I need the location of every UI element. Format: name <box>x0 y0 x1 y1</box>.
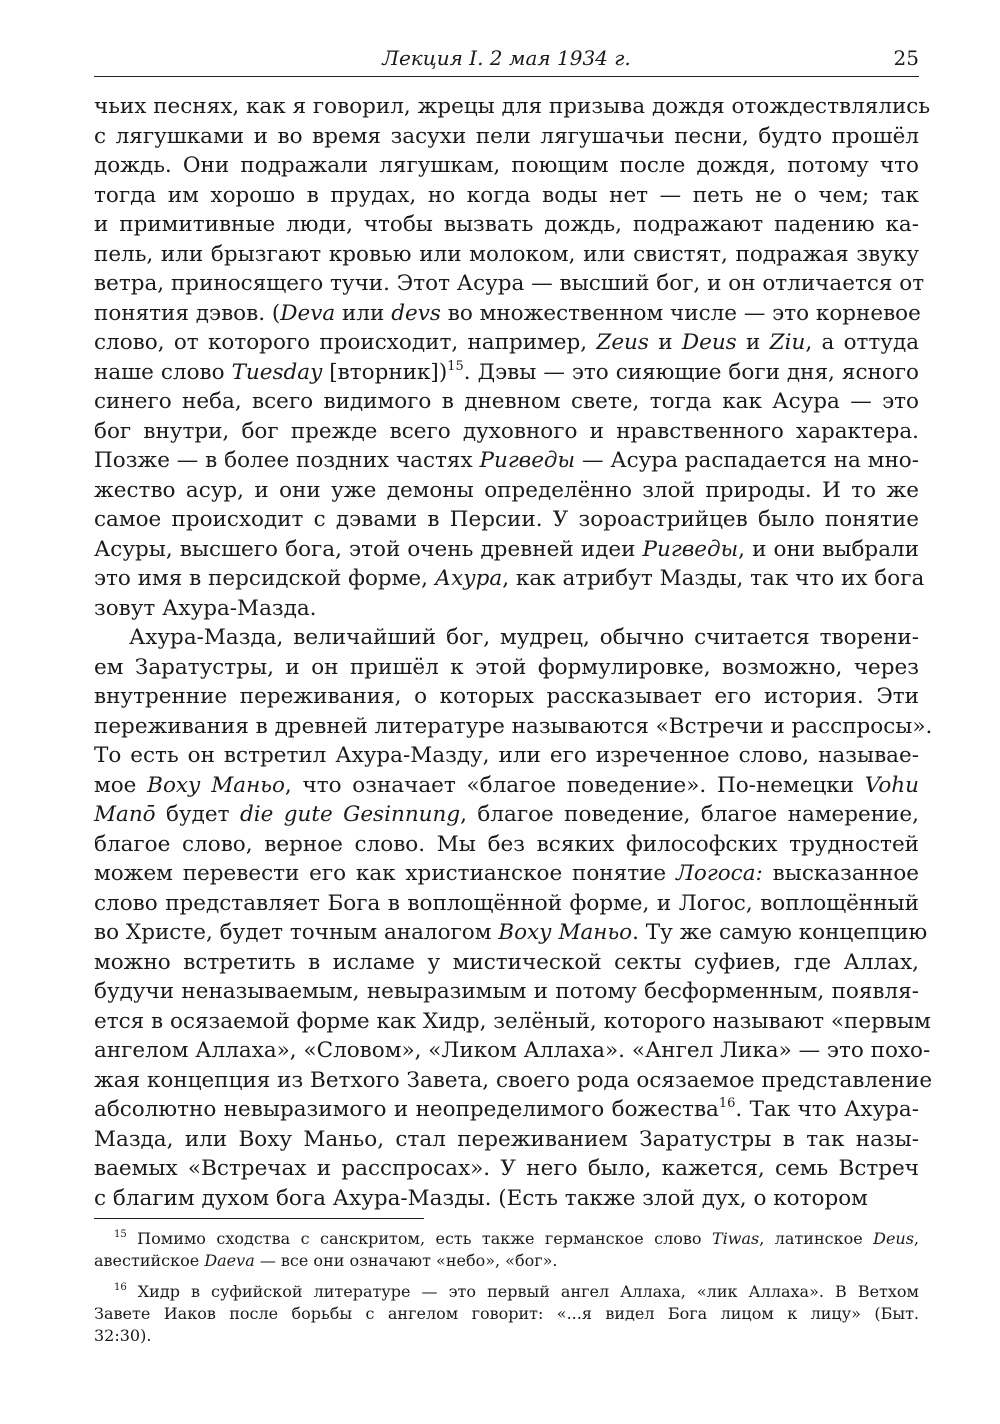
text-line: ется в осязаемой форме как Хидр, зелёный, которого называют «первым <box>94 1008 931 1034</box>
text-line: пель, или брызгают кровью или молоком, или свистят, подражая звуку <box>94 241 919 267</box>
text-line: слово, от которого происходит, например, Zeus и Deus и Ziu, а оттуда <box>94 330 920 355</box>
text-line: переживания в древней литературе называются «Встречи и расспросы». <box>94 713 933 739</box>
text-line: ем Заратустры, и он пришёл к этой формулировке, возможно, через <box>94 654 919 680</box>
text-line: благое слово, верное слово. Мы без всяких философских трудностей <box>94 831 919 857</box>
footnote-rule <box>94 1218 424 1219</box>
text-line: абсолютно невыразимого и неопределимого божества$^{16}$. Так что Ахура- <box>94 1096 919 1122</box>
text-line: Асуры, высшего бога, этой очень древней идеи Ригведы, и они выбрали <box>94 536 919 562</box>
page-number: 25 <box>893 46 919 70</box>
text-line: Позже — в более поздних частях Ригведы — Асура распадается на мно- <box>94 448 919 473</box>
text-line: жество асур, и они уже демоны определённо злой природы. И то же <box>94 477 919 503</box>
footnote-line: авестийское Daeva — все они означают «небо», «бог». <box>94 1251 558 1270</box>
text-line: жая концепция из Ветхого Завета, своего рода осязаемое представление <box>94 1067 933 1093</box>
text-line: понятия дэвов. (Deva или devs во множественном числе — это корневое <box>94 300 921 326</box>
footnote-line: $^{16}$ Хидр в суфийской литературе — это первый ангел Аллаха, «лик Аллаха». В Ветхом <box>114 1282 919 1301</box>
text-line: ангелом Аллаха», «Словом», «Ликом Аллаха». «Ангел Лика» — это похо- <box>94 1038 931 1063</box>
text-line: дождь. Они подражали лягушкам, поющим после дождя, потому что <box>94 153 919 178</box>
text-line: Мазда, или Воху Маньо, стал переживанием Заратустры в так назы- <box>94 1126 919 1152</box>
text-line: мое Воху Маньо, что означает «благое поведение». По-немецки Vohu <box>94 772 919 798</box>
text-line: То есть он встретил Ахура-Мазду, или его изреченное слово, называе- <box>94 743 919 768</box>
text-line: с лягушками и во время засухи пели лягушачьи песни, будто прошёл <box>94 123 919 149</box>
text-line: чьих песнях, как я говорил, жрецы для призыва дождя отождествлялись <box>94 94 931 119</box>
text-line: можем перевести его как христианское понятие Логоса: высказанное <box>94 861 919 886</box>
text-line: во Христе, будет точным аналогом Воху Маньо. Ту же самую концепцию <box>94 920 928 945</box>
text-line: ваемых «Встречах и расспросах». У него было, кажется, семь Встреч <box>94 1156 919 1181</box>
text-line: будучи неназываемым, невыразимым и потому бесформенным, появля- <box>94 979 919 1004</box>
text-line: можно встретить в исламе у мистической секты суфиев, где Аллах, <box>94 949 919 975</box>
text-line: Manō будет die gute Gesinnung, благое поведение, благое намерение, <box>94 802 919 827</box>
text-line: слово представляет Бога в воплощённой форме, и Логос, воплощённый <box>94 890 919 916</box>
text-line: с благим духом бога Ахура-Мазды. (Есть также злой дух, о котором <box>94 1185 868 1211</box>
footnotes <box>94 1228 919 1347</box>
footnote-line: Завете Иаков после борьбы с ангелом говорит: «...я видел Бога лицом к лицу» (Быт. <box>94 1304 919 1323</box>
footnote-line: 32:30). <box>94 1326 152 1345</box>
header-title: Лекция I. 2 мая 1934 г. <box>382 46 631 70</box>
body-text <box>94 92 933 1213</box>
text-line: наше слово Tuesday [вторник])$^{15}$. Дэвы — это сияющие боги дня, ясного <box>94 358 919 385</box>
text-line: и примитивные люди, чтобы вызвать дождь, подражают падению ка- <box>94 212 919 237</box>
text-line: Ахура-Мазда, величайший бог, мудрец, обычно считается творени- <box>129 625 919 650</box>
text-line: зовут Ахура-Мазда. <box>94 595 317 621</box>
text-line: бог внутри, бог прежде всего духовного и нравственного характера. <box>94 418 919 444</box>
text-line: это имя в персидской форме, Ахура, как атрибут Мазды, так что их бога <box>94 566 925 591</box>
text-line: ветра, приносящего тучи. Этот Асура — высший бог, и он отличается от <box>94 271 925 296</box>
text-line: тогда им хорошо в прудах, но когда воды нет — петь не о чем; так <box>94 182 919 208</box>
text-line: синего неба, всего видимого в дневном свете, тогда как Асура — это <box>94 389 919 414</box>
running-header <box>94 44 919 77</box>
text-line: внутренние переживания, о которых рассказывает его история. Эти <box>94 684 919 709</box>
text-line: самое происходит с дэвами в Персии. У зороастрийцев было понятие <box>94 507 919 532</box>
footnote-line: $^{15}$ Помимо сходства с санскритом, есть также германское слово Tiwas, латинское Deus, <box>114 1229 920 1248</box>
